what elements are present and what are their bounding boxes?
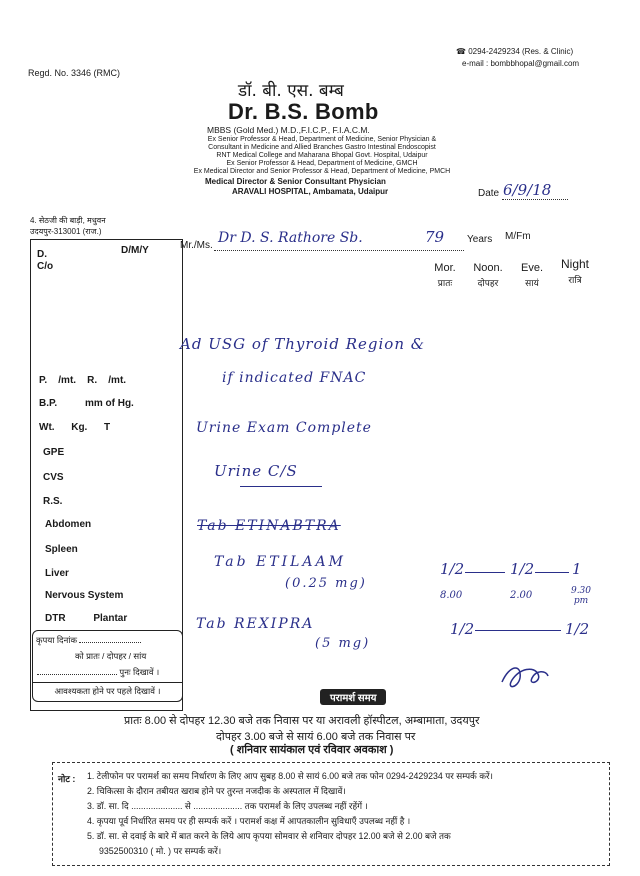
clinical-findings-panel (30, 239, 183, 711)
phone-number: ☎ 0294-2429234 (Res. & Clinic) (456, 47, 574, 56)
patient-name: Dr D. S. Rathore Sb. (218, 230, 363, 246)
followup-earlier-note: आवश्यकता होने पर पहले दिखावें । (33, 682, 182, 697)
consultation-title: परामर्श समय (320, 689, 386, 705)
registration-number: Regd. No. 3346 (RMC) (28, 68, 121, 78)
rx-line-fnac: if indicated FNAC (222, 370, 367, 386)
credential-line: Ex Medical Director and Senior Professor & Head, Department of Medicine, PMCH (193, 168, 451, 175)
dose-dash (475, 630, 561, 631)
d-label: D. (37, 249, 47, 260)
field-liver: Liver (45, 568, 69, 579)
note-item: 2. चिकित्सा के दौरान तबीयत खराब होने पर तुरन्त नजदीक के अस्पताल में दिखावें। (87, 786, 346, 796)
rx-line-etinabtra-struck: Tab ETINABTRA (197, 518, 341, 534)
credential-line: Consultant in Medicine and Allied Branches Gastro Intestinal Endoscopist (208, 144, 436, 151)
field-dtr-plantar: DTR Plantar (45, 613, 128, 624)
doctor-name: Dr. B.S. Bomb (228, 99, 379, 124)
clinic-address (30, 215, 106, 237)
field-gpe: GPE (43, 447, 65, 458)
rx-line-urine-exam: Urine Exam Complete (196, 420, 372, 436)
consultation-holiday: ( शनिवार सायंकाल एवं रविवार अवकाश ) (230, 744, 394, 756)
rx-line-rexipra: Tab REXIPRA (196, 616, 315, 632)
rx-line-rexipra-dose: (5 mg) (315, 636, 371, 651)
email-address: e-mail : bombbhopal@gmail.com (462, 59, 580, 68)
patient-underline (214, 250, 464, 251)
rx-underline (240, 486, 322, 487)
notes-list (87, 769, 493, 859)
patient-age: 79 (425, 228, 445, 246)
rx-line-etilaam: Tab ETILAAM (214, 554, 346, 570)
address-line: उदयपुर-313001 (राज.) (30, 227, 102, 236)
doctor-credentials (172, 136, 472, 176)
rx-line-usg: Ad USG of Thyroid Region & (180, 335, 426, 353)
co-label: C/o (37, 261, 54, 272)
date-value: 6/9/18 (503, 181, 552, 199)
field-nervous-system: Nervous System (45, 590, 124, 601)
note-item: 9352500310 ( मो. ) पर सम्पर्क करें। (99, 846, 222, 856)
etilaam-morning-dose: 1/2 (440, 560, 465, 578)
header-noon: Noon. दोपहर (473, 262, 503, 288)
consultation-afternoon: दोपहर 3.00 बजे से सायं 6.00 बजे तक निवास पर (216, 731, 416, 743)
consultation-morning: प्रातः 8.00 से दोपहर 12.30 बजे तक निवास पर या अरावली हॉस्पीटल, अम्बामाता, उदयपुर (124, 715, 480, 727)
date-label: Date (478, 188, 500, 199)
dmy-label: D/M/Y (121, 245, 149, 256)
field-pulse-resp: P. /mt. R. /mt. (39, 375, 127, 386)
field-bp: B.P. mm of Hg. (39, 398, 134, 409)
note-item: 3. डॉ. सा. दि ..................... से .................... तक परामर्श के लिए उपलब्ध नहीं रहेंगें । (87, 801, 368, 811)
dose-dash (535, 572, 569, 573)
follow-up-box (32, 630, 183, 702)
years-label: Years (467, 234, 493, 245)
rx-line-etilaam-dose: (0.25 mg) (285, 576, 367, 591)
etilaam-night-time: 9.30 pm (570, 586, 592, 606)
etilaam-noon-dose: 1/2 (510, 560, 535, 578)
address-line: 4. सेठजी की बाड़ी, मधुवन (30, 216, 106, 225)
credential-line: Ex Senior Professor & Head, Department of Medicine, GMCH (226, 160, 418, 167)
doctor-name-hindi: डॉ. बी. एस. बम्ब (238, 81, 344, 101)
doctor-signature (498, 660, 552, 694)
etilaam-morning-time: 8.00 (440, 590, 463, 601)
followup-date-line: कृपया दिनांक (36, 635, 176, 646)
doctor-role: Medical Director & Senior Consultant Physician (205, 177, 386, 186)
header-evening: Eve. सायं (520, 262, 543, 288)
header-night: Night रात्रि (560, 257, 589, 285)
rx-line-urine-cs: Urine C/S (214, 462, 298, 480)
header-morning: Mor. प्रातः (434, 262, 456, 288)
doctor-degrees: MBBS (Gold Med.) M.D.,F.I.C.P., F.I.A.C.M. (207, 125, 370, 135)
rexipra-morning-dose: 1/2 (450, 620, 475, 638)
etilaam-noon-time: 2.00 (510, 590, 533, 601)
etilaam-night-dose: 1 (572, 560, 582, 578)
credential-line: RNT Medical College and Maharana Bhopal Govt. Hospital, Udaipur (216, 152, 428, 159)
field-rs: R.S. (43, 496, 63, 507)
credential-line: Ex Senior Professor & Head, Department of Medicine, Senior Physician & (207, 136, 437, 143)
followup-time-line: को प्रातः / दोपहर / सांय (75, 651, 147, 661)
patient-label: Mr./Ms. (180, 240, 213, 251)
field-cvs: CVS (43, 472, 64, 483)
followup-revisit-line: पुनः दिखावें । (37, 667, 177, 678)
notes-box (52, 762, 610, 866)
note-item: 4. कृपया पूर्व निर्धारित समय पर ही सम्पर्क करें । परामर्श कक्ष में आपतकालीन सुविधाएँ उपलब्ध नहीं है । (87, 816, 411, 826)
note-item: 1. टेलीफोन पर परामर्श का समय निर्धारण के लिए आप सुबह 8.00 से सायं 6.00 बजे तक फोन 0294-2429234 पर सम्पर्क करें। (87, 771, 493, 781)
rexipra-night-dose: 1/2 (565, 620, 590, 638)
field-spleen: Spleen (45, 544, 78, 555)
notes-label: नोट : (58, 774, 76, 784)
field-abdomen: Abdomen (45, 519, 92, 530)
note-item: 5. डॉ. सा. से दवाई के बारे में बात करने के लिये आप कृपया सोमवार से शनिवार दोपहर 12.00 बजे से 2.00 बजे तक (87, 831, 451, 841)
field-weight: Wt. Kg. T (39, 422, 111, 433)
sex-label: M/Fm (505, 231, 531, 242)
dose-dash (465, 572, 505, 573)
date-underline (502, 199, 568, 200)
hospital-name: ARAVALI HOSPITAL, Ambamata, Udaipur (232, 187, 389, 196)
